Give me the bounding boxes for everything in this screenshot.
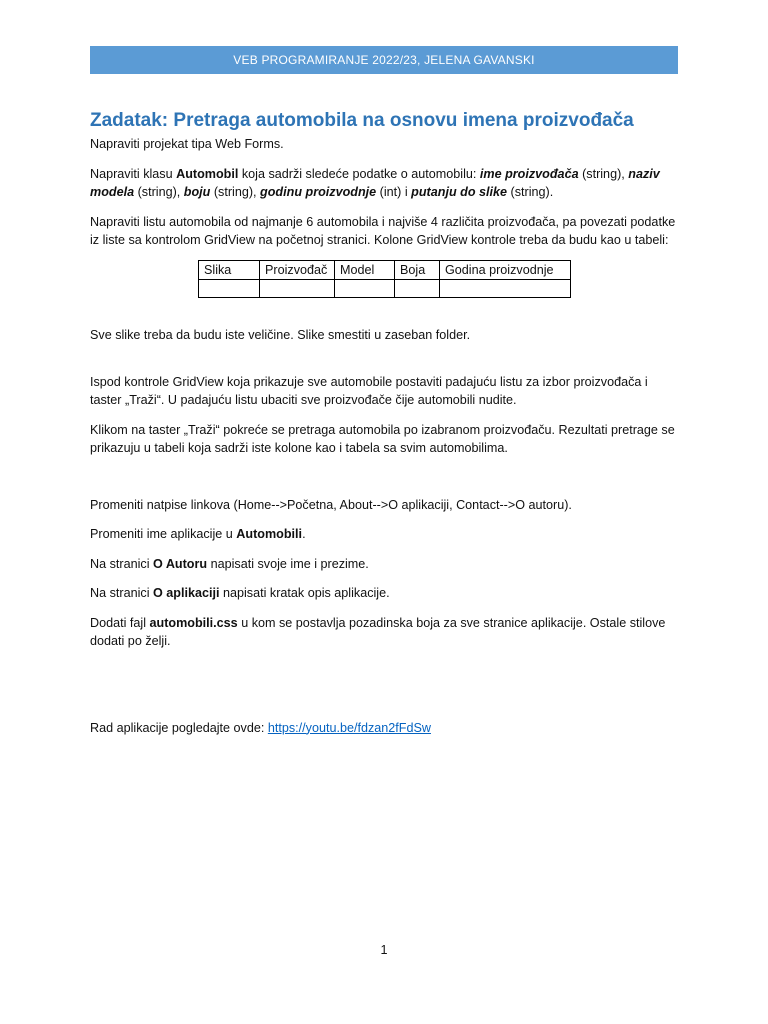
paragraph-app-name <box>90 525 682 544</box>
text-segment: (string). <box>507 185 554 199</box>
paragraph-project-type: Napraviti projekat tipa Web Forms. <box>90 137 284 151</box>
header-text: VEB PROGRAMIRANJE 2022/23, JELENA GAVANSKI <box>233 53 535 67</box>
paragraph-images: Sve slike treba da budu iste veličine. Slike smestiti u zaseban folder. <box>90 328 471 342</box>
paragraph-class-definition <box>90 165 682 202</box>
document-header-bar <box>90 46 678 74</box>
field-year: godinu proizvodnje <box>260 185 377 199</box>
text-segment: koja sadrži sledeće podatke o automobilu: <box>238 166 480 181</box>
text-segment: (string), <box>210 185 261 199</box>
paragraph-video <box>90 719 682 738</box>
table-cell <box>335 280 395 298</box>
table-cell <box>395 280 440 298</box>
paragraph-about-author <box>90 555 682 574</box>
page-title: Zadatak: Pretraga automobila na osnovu imena proizvođača <box>90 110 634 131</box>
bold-app-name: Automobili <box>236 527 303 541</box>
text-segment: (string), <box>134 185 184 199</box>
text-segment: Napraviti klasu <box>90 166 177 181</box>
table-header-cell: Godina proizvodnje <box>440 260 571 280</box>
youtube-link[interactable]: https://youtu.be/fdzan2fFdSw <box>267 720 431 735</box>
field-manufacturer: ime proizvođača <box>479 166 579 181</box>
columns-table <box>198 260 571 299</box>
text-segment: napisati kratak opis aplikacije. <box>219 586 390 600</box>
paragraph-link-labels: Promeniti natpise linkova (Home-->Početna, About-->O aplikaciji, Contact-->O autoru). <box>90 497 572 512</box>
bold-file-name: automobili.css <box>149 615 238 630</box>
table-header-cell: Model <box>335 260 395 280</box>
bold-class-name: Automobil <box>176 166 239 181</box>
bold-page-name: O Autoru <box>153 556 208 571</box>
field-model: naziv modela <box>90 166 660 199</box>
paragraph-search: Klikom na taster „Traži“ pokreće se pretraga automobila po izabranom proizvođaču. Rezultati pretrage se prikazuju u tabeli koja sadrži iste kolone kao i tabela sa svim automobilima. <box>90 422 675 455</box>
table-row <box>199 280 571 298</box>
paragraph-dropdown: Ispod kontrole GridView koja prikazuje sve automobile postaviti padajuću listu za izbor proizvođača i taster „Traži“. U padajuću listu ubaciti sve proizvođače čije automobili nudite. <box>90 374 648 407</box>
text-segment: (string), <box>578 166 629 181</box>
text-segment: Rad aplikacije pogledajte ovde: <box>90 720 268 735</box>
field-image-path: putanju do slike <box>411 185 508 199</box>
table-cell <box>260 280 335 298</box>
page-number: 1 <box>380 943 388 957</box>
text-segment: . <box>302 527 306 541</box>
text-segment: Promeniti ime aplikacije u <box>90 527 237 541</box>
paragraph-css-file <box>90 614 682 651</box>
table-cell <box>199 280 260 298</box>
table-cell <box>440 280 571 298</box>
text-segment: (int) i <box>376 185 412 199</box>
table-header-cell: Boja <box>395 260 440 280</box>
table-header-row <box>199 260 571 280</box>
text-segment: Na stranici <box>90 556 153 571</box>
text-segment: Dodati fajl <box>90 615 150 630</box>
text-segment: Na stranici <box>90 586 153 600</box>
text-segment: napisati svoje ime i prezime. <box>207 556 369 571</box>
table-header-cell: Slika <box>199 260 260 280</box>
bold-page-name: O aplikaciji <box>153 586 220 600</box>
field-color: boju <box>183 185 211 199</box>
paragraph-about-app <box>90 584 682 603</box>
document-body <box>90 108 682 737</box>
text-segment: u kom se postavlja pozadinska boja za sve stranice aplikacije. Ostale stilove dodati po želji. <box>90 615 666 648</box>
paragraph-list-gridview: Napraviti listu automobila od najmanje 6 automobila i najviše 4 različita proizvođača, pa povezati podatke iz liste sa kontrolom GridView na početnoj stranici. Kolone GridView kontrole treba da budu kao u tabeli: <box>90 214 676 247</box>
table-header-cell: Proizvođač <box>260 260 335 280</box>
